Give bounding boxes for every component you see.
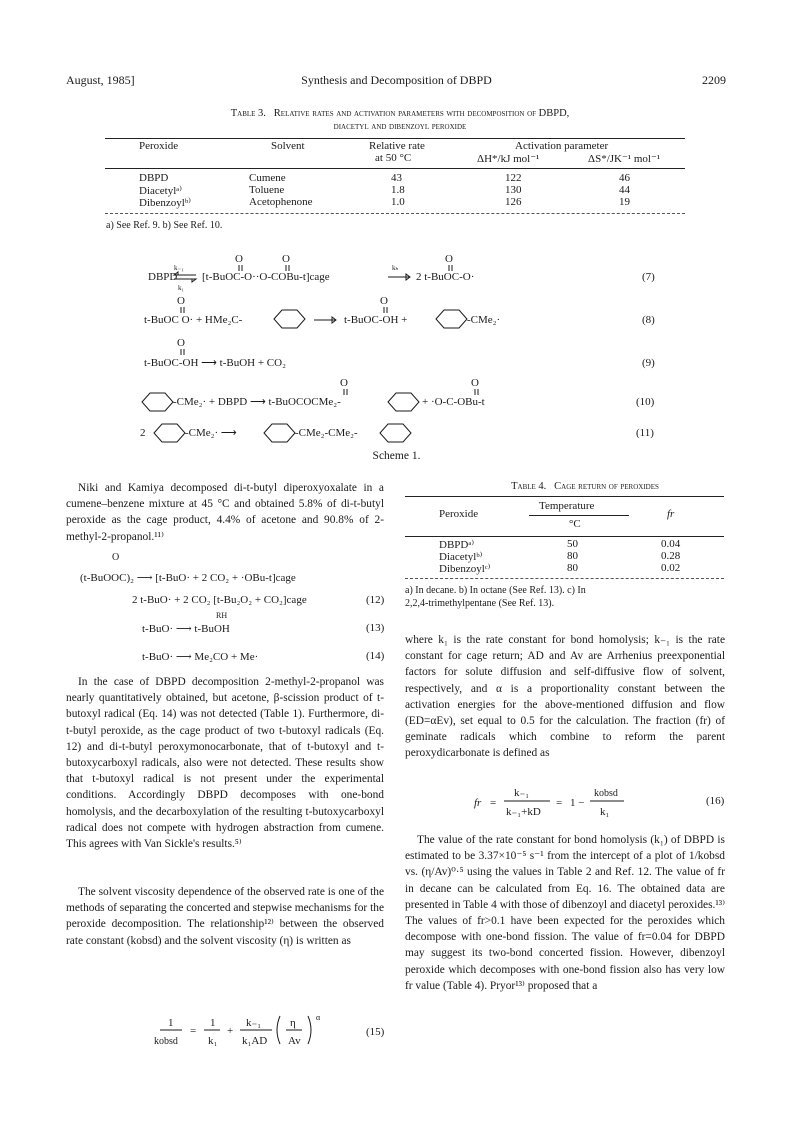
table3-cell: 130 — [505, 184, 522, 196]
benzene-ring-icon — [436, 310, 467, 328]
svg-text:O: O — [177, 295, 185, 307]
svg-text:=: = — [190, 1025, 197, 1037]
page-number: 2209 — [702, 73, 726, 87]
table4-mid-rule — [405, 536, 724, 537]
svg-text:kₕ: kₕ — [392, 264, 399, 272]
table3-cell: 1.0 — [391, 196, 405, 208]
table4-caption-text: Cage return of peroxides — [554, 481, 659, 492]
eq13-over: RH — [216, 611, 228, 620]
table4-cell: 80 — [567, 562, 578, 574]
benzene-ring-icon — [274, 310, 305, 328]
svg-text:Av: Av — [288, 1035, 301, 1047]
table4-cell: 0.02 — [661, 562, 681, 574]
table3-cell: DBPD — [139, 172, 169, 184]
table3-cell: Cumene — [249, 172, 286, 184]
eq12-block: O (t-BuOOC)₂ ⟶ [t-BuO· + 2 CO₂ + ·OBu-t]cage 2 t-BuO· + 2 CO₂ [t-Bu₂O₂ + CO₂]cage (12) RH t-BuO· ⟶ t-BuOH (13) — [80, 552, 385, 635]
table3-cell: 44 — [619, 184, 630, 196]
table4-head-fr: fr — [667, 508, 675, 520]
left-paragraph-1: Niki and Kamiya decomposed di-t-butyl diperoxyoxalate in a cumene–benzene mixture at 45 °C and obtained 5.8% of di-t-butyl peroxide as the cage product, 4.4% of acetone and 90.8% of 2-methyl-2-propanol.¹¹⁾ — [66, 482, 384, 543]
svg-text:α: α — [316, 1013, 321, 1022]
eq7-left: DBPD — [148, 271, 178, 283]
table3-head-peroxide: Peroxide — [139, 140, 179, 152]
left-paragraph-2: In the case of DBPD decomposition 2-methyl-2-propanol was nearly quantitatively obtained, but acetone, β-scission product of t-butoxyl radical (Eq. 14) was not detected (Table 1). Furthermore, di-t-butyl peroxide, as the cage product of two t-butoxyl radicals (Eq. 12) and di-t-butyl peroxymonocarbonate, that of t-butoxyl and t-butoxycarboxyl radicals, also were not detected. These results show that t-butoxyl radical is not present under the experimental conditions. Accordingly DBPD decomposes with one-bond homolysis, and the decarboxylation of the resulting t-butoxycarboxyl radical does not compete with hydrogen abstraction from cumene. This agrees with Van Sickle's results.⁵⁾ — [66, 676, 384, 851]
table3-cell: Dibenzoylᵇ⁾ — [139, 197, 191, 209]
svg-text:1: 1 — [168, 1017, 174, 1029]
eq16-formula — [470, 784, 670, 824]
eq10-b: + ·O-C-OBu-t — [422, 396, 485, 408]
eq10-a: -CMe₂· + DBPD ⟶ t-BuOCOCMe₂- — [173, 396, 341, 408]
table3-bottom-rule — [105, 213, 685, 214]
table4-cell: 0.28 — [661, 550, 681, 562]
benzene-ring-icon — [142, 393, 173, 411]
table3-note: a) See Ref. 9. b) See Ref. 10. — [106, 220, 223, 231]
table4-head-temp-unit: °C — [569, 518, 581, 530]
right-paragraph-1: where k₁ is the rate constant for bond homolysis; k₋₁ is the rate constant for cage return; AD and Av are Arrhenius preexponential factors for solute diffusion and self-diffusive flow of solvent, respectively, and α is a proportionality constant between the activation energies for the above-mentioned diffusion and flow (ED=αEv), set equal to 0.5 for the calculation. The fraction (fr) of geminate radicals which combine to reform the parent peroxydicarbonate is defined as — [405, 634, 725, 760]
table3-head-dh: ΔH*/kJ mol⁻¹ — [477, 153, 540, 165]
carbonyl-o: O — [235, 253, 243, 265]
table3-cell: 1.8 — [391, 184, 405, 196]
table3-cell: 126 — [505, 196, 522, 208]
table4-cell: 80 — [567, 550, 578, 562]
eq7-number: (7) — [642, 271, 655, 283]
eq15-formula — [150, 1012, 350, 1056]
table4-cell: 0.04 — [661, 538, 681, 550]
svg-text:k₁: k₁ — [600, 806, 610, 818]
table4-head — [405, 498, 724, 538]
table4-cell: DBPDᵃ⁾ — [439, 539, 475, 551]
eq8-left: t-BuOC O· + HMe₂C- — [144, 314, 243, 326]
svg-text:k₁: k₁ — [208, 1035, 218, 1047]
table3-cell: Diacetylᵃ⁾ — [139, 185, 182, 197]
svg-text:+: + — [227, 1025, 234, 1037]
eq13: t-BuO· ⟶ t-BuOH — [142, 623, 230, 635]
eq15-number: (15) — [366, 1026, 385, 1038]
table3-cell: 46 — [619, 172, 630, 184]
running-header-title: Synthesis and Decomposition of DBPD — [301, 73, 492, 87]
eq9-number: (9) — [642, 357, 655, 369]
eq8-number: (8) — [642, 314, 655, 326]
table4-note: a) In decane. b) In octane (See Ref. 13). c) In 2,2,4-trimethylpentane (See Ref. 13). — [405, 585, 586, 609]
svg-text:O: O — [445, 253, 453, 265]
scheme-caption: Scheme 1. — [372, 450, 421, 462]
table3-cell: 19 — [619, 196, 630, 208]
eq11-c: -CMe₂-CMe₂- — [295, 427, 358, 439]
table3-head-activation: Activation parameter — [515, 140, 609, 152]
table3-head-ds: ΔS*/JK⁻¹ mol⁻¹ — [588, 153, 661, 165]
eq14: t-BuO· ⟶ Me₂CO + Me· — [142, 651, 259, 663]
eq12-number: (12) — [366, 594, 385, 606]
benzene-ring-icon — [388, 393, 419, 411]
table3-caption-line1: Relative rates and activation parameters with decomposition of DBPD, — [273, 108, 570, 119]
eq8-right-a: t-BuOC-OH + — [344, 314, 408, 326]
running-header-left: August, 1985] — [66, 73, 135, 87]
table4-head-temp: Temperature — [539, 500, 595, 512]
table3-cell: Acetophenone — [249, 196, 313, 208]
table3-head-solvent: Solvent — [271, 140, 305, 152]
eq9: t-BuOC-OH ⟶ t-BuOH + CO₂ — [144, 357, 286, 369]
svg-text:k₋₁: k₋₁ — [246, 1017, 262, 1029]
table3-cell: Toluene — [249, 184, 285, 196]
table4-bottom-rule — [405, 578, 724, 579]
left-paragraph-3: The solvent viscosity dependence of the observed rate is one of the methods of separating the concerted and stepwise mechanisms for the peroxide decomposition. The relationship¹²⁾ between the observed rate constant (kobsd) and the solvent viscosity (η) is written as — [66, 886, 384, 947]
table4-caption — [420, 480, 750, 493]
svg-text:1: 1 — [210, 1017, 216, 1029]
svg-text:η: η — [290, 1017, 296, 1029]
svg-text:1 −: 1 − — [570, 797, 585, 809]
scheme-1 — [130, 250, 670, 460]
table3-mid-rule — [105, 168, 685, 169]
svg-text:O: O — [471, 377, 479, 389]
eq14-number: (14) — [366, 650, 385, 662]
svg-text:k₁: k₁ — [178, 284, 184, 292]
eq11-b: -CMe₂· ⟶ — [185, 427, 237, 439]
eq16-number: (16) — [706, 795, 725, 807]
table4-cell: 50 — [567, 538, 578, 550]
table4-cell: Dibenzoylᶜ⁾ — [439, 563, 491, 575]
svg-text:O: O — [380, 295, 388, 307]
table3-top-rule — [105, 138, 685, 139]
svg-text:k₋₁+kD: k₋₁+kD — [506, 806, 541, 818]
table4-label: Table 4. — [511, 481, 547, 492]
benzene-ring-icon — [154, 424, 185, 442]
svg-text:k₁AD: k₁AD — [242, 1035, 268, 1047]
eq12-line1: (t-BuOOC)₂ ⟶ [t-BuO· + 2 CO₂ + ·OBu-t]cage — [80, 572, 296, 584]
table3-caption-line2: diacetyl and dibenzoyl peroxide — [333, 121, 467, 132]
eq7-right: 2 t-BuOC-O· — [416, 271, 475, 283]
svg-text:=: = — [556, 797, 563, 809]
eq7-mid: [t-BuOC-O··O-COBu-t]cage — [202, 271, 330, 283]
right-paragraph-2: The value of the rate constant for bond homolysis (k₁) of DBPD is estimated to be 3.37×10⁻⁵ s⁻¹ from the intercept of a plot of 1/kobsd vs. (η/Av)⁰·⁵ using the values in Table 2 and Ref. 12. The value of fr in decane can be calculated from Eq. 16. The obtained data are presented in Table 4 with those of dibenzoyl and diacetyl peroxides.¹³⁾ The values of fr>0.1 have been expected for the peroxides which decompose with one-bond fission. The value of fr=0.04 for DBPD may suggest its two-bond concerted fission. However, dibenzoyl peroxide which decomposes with one-bond fission also has very low fr value (Table 4). Pryor¹³⁾ proposed that a — [405, 834, 725, 992]
svg-text:fr: fr — [474, 797, 482, 809]
eq11-a: 2 — [140, 427, 146, 439]
table4-head-peroxide: Peroxide — [439, 508, 479, 520]
table3-caption — [120, 107, 680, 133]
benzene-ring-icon — [264, 424, 295, 442]
eq11-number: (11) — [636, 427, 654, 439]
svg-text:O: O — [282, 253, 290, 265]
svg-text:k₋₁: k₋₁ — [514, 787, 530, 799]
table3-cell: 43 — [391, 172, 402, 184]
svg-text:=: = — [490, 797, 497, 809]
eq8-right-b: -CMe₂· — [467, 314, 501, 326]
svg-text:k₋₁: k₋₁ — [174, 264, 184, 272]
svg-text:O: O — [177, 337, 185, 349]
table3-head-rate-sub: at 50 °C — [375, 152, 412, 164]
table3-label: Table 3. — [230, 108, 266, 119]
eq13-number: (13) — [366, 622, 385, 634]
eq12-line2: 2 t-BuO· + 2 CO₂ [t-Bu₂O₂ + CO₂]cage — [132, 594, 307, 606]
svg-text:kobsd: kobsd — [154, 1036, 178, 1047]
table4-top-rule — [405, 496, 724, 497]
table4-cell: Diacetylᵇ⁾ — [439, 551, 483, 563]
eq10-number: (10) — [636, 396, 655, 408]
benzene-ring-icon — [380, 424, 411, 442]
svg-text:O: O — [340, 377, 348, 389]
table3-head-rate: Relative rate — [369, 140, 425, 152]
svg-text:kobsd: kobsd — [594, 788, 618, 799]
table3-cell: 122 — [505, 172, 522, 184]
